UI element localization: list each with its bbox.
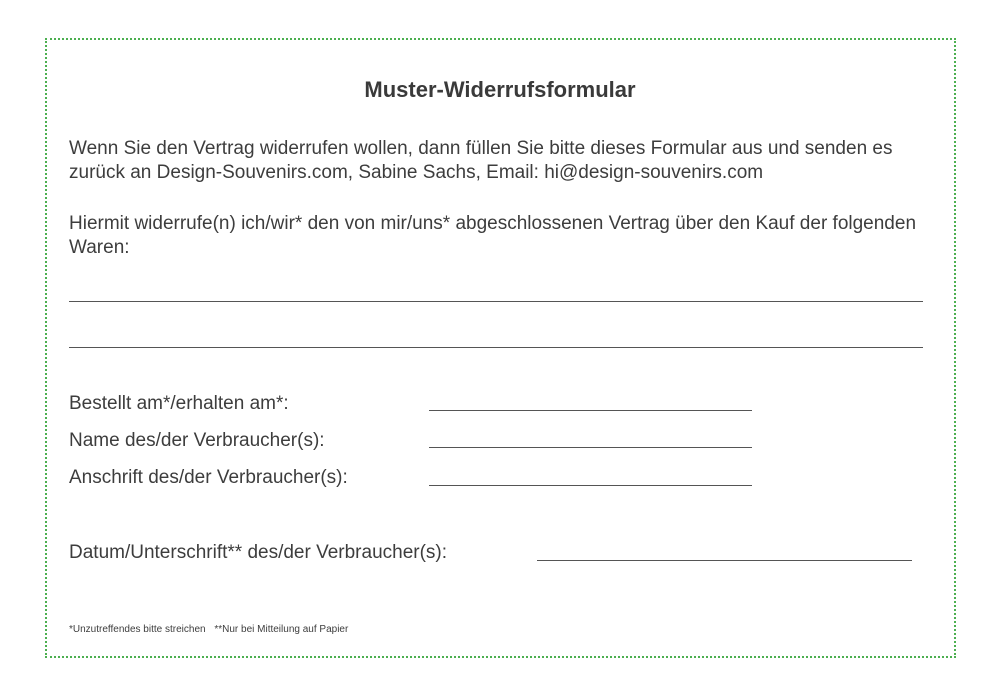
date-signature-label: Datum/Unterschrift** des/der Verbraucher(s): [69, 542, 448, 563]
declaration-text: Hiermit widerrufe(n) ich/wir* den von mir/uns* abgeschlossenen Vertrag über den Kauf der folgenden Waren: [69, 213, 917, 258]
form-frame [45, 38, 956, 658]
consumer-name-label: Name des/der Verbraucher(s): [69, 430, 325, 451]
consumer-address-label: Anschrift des/der Verbraucher(s): [69, 467, 348, 488]
goods-entry-line-1[interactable] [69, 301, 923, 302]
consumer-address-line[interactable] [429, 485, 752, 486]
footnotes [69, 624, 348, 635]
ordered-received-label: Bestellt am*/erhalten am*: [69, 393, 289, 414]
intro-text: Wenn Sie den Vertrag widerrufen wollen, dann füllen Sie bitte dieses Formular aus und senden es zurück an Design-Souvenirs.com, Sabine Sachs, Email: hi@design-souvenirs.com [69, 138, 893, 183]
goods-entry-line-2[interactable] [69, 347, 923, 348]
ordered-received-line[interactable] [429, 410, 752, 411]
footnote-strike: *Unzutreffendes bitte streichen [69, 624, 206, 635]
form-title: Muster-Widerrufsformular [364, 77, 636, 102]
consumer-name-line[interactable] [429, 447, 752, 448]
date-signature-line[interactable] [537, 560, 912, 561]
footnote-paper: **Nur bei Mitteilung auf Papier [214, 624, 349, 635]
